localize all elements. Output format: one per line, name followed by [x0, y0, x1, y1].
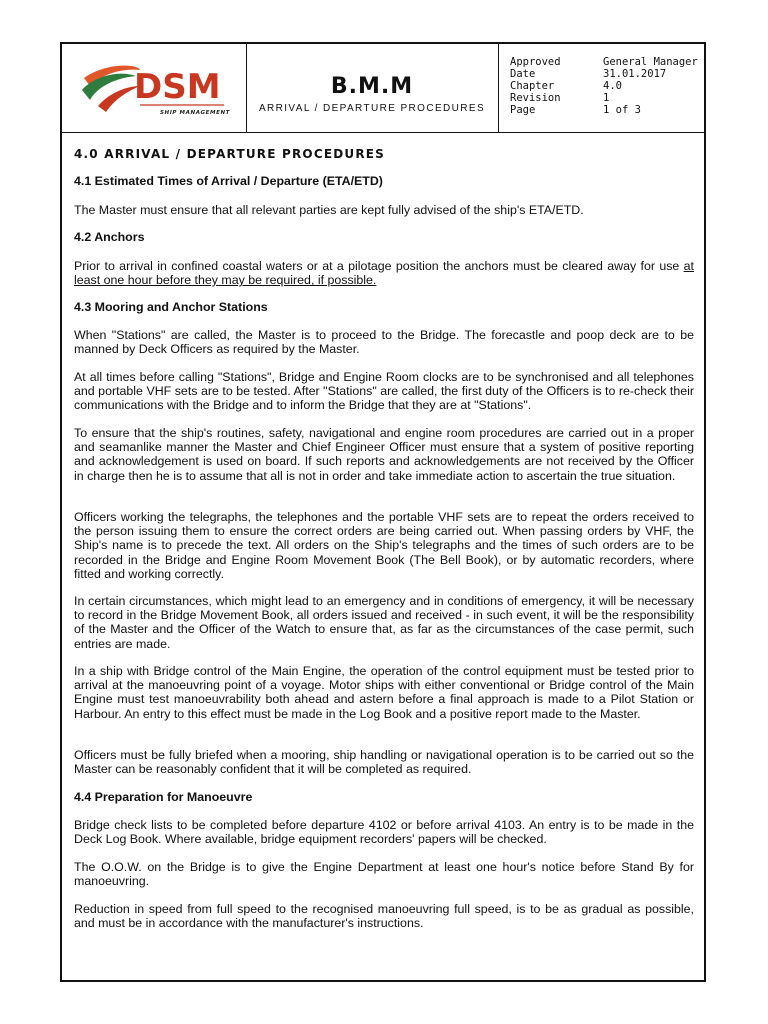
paragraph-4-3-7: Officers must be fully briefed when a mooring, ship handling or navigational operation is to be carried out so the Master can be reasonably confident that it will be completed as required.	[74, 748, 694, 777]
meta-row-chapter: Chapter 4.0	[510, 80, 622, 92]
meta-row-page: Page 1 of 3	[510, 104, 641, 116]
section-heading-4-3: 4.3 Mooring and Anchor Stations	[74, 300, 268, 314]
main-heading: 4.0 ARRIVAL / DEPARTURE PROCEDURES	[74, 147, 386, 161]
logo-text: DSM	[134, 67, 221, 107]
paragraph-4-4-1: Bridge check lists to be completed before departure 4102 or before arrival 4103. An entry is to be made in the Deck Log Book. Where available, bridge equipment recorders' papers will be checked.	[74, 818, 694, 847]
paragraph-4-3-2: At all times before calling "Stations", Bridge and Engine Room clocks are to be synchronised and all telephones and portable VHF sets are to be tested. After "Stations" are called, the first duty of the Officers is to re-check their communications with the Bridge and to inform the Bridge that they are at "Stations".	[74, 370, 694, 413]
section-heading-4-2: 4.2 Anchors	[74, 230, 145, 244]
section-heading-4-1: 4.1 Estimated Times of Arrival / Departure (ETA/ETD)	[74, 174, 383, 188]
meta-row-approved: Approved General Manager	[510, 56, 698, 68]
paragraph-4-3-3: To ensure that the ship's routines, safety, navigational and engine room procedures are carried out in a proper and seamanlike manner the Master and Chief Engineer Officer must ensure that a system of positive reporting and acknowledgement is used on board. If such reports and acknowledgements are not received by the Officer in charge then he is to assume that all is not in order and take immediate action to ascertain the true situation.	[74, 426, 694, 483]
paragraph-4-3-5: In certain circumstances, which might lead to an emergency and in conditions of emergency, it will be necessary to record in the Bridge Movement Book, all orders issued and received - in such event, it will be the responsibility of the Master and the Officer of the Watch to ensure that, as far as the circumstances of the case permit, such entries are made.	[74, 594, 694, 651]
document-title: B.M.M	[330, 74, 414, 99]
paragraph-4-3-6: In a ship with Bridge control of the Main Engine, the operation of the control equipment must be tested prior to arrival at the manoeuvring point of a voyage. Motor ships with either conventional or Bridge control of the Main Engine must test manoeuvrability both ahead and astern before a final approach is made to a Pilot Station or Harbour. An entry to this effect must be made in the Log Book and a positive report made to the Master.	[74, 664, 694, 721]
meta-row-date: Date 31.01.2017	[510, 68, 667, 80]
paragraph-4-3-4: Officers working the telegraphs, the telephones and the portable VHF sets are to repeat the orders received to the person issuing them to ensure the correct orders are being carried out. When passing orders by VHF, the Ship's name is to precede the text. All orders on the Ship's telegraphs and the times of such orders are to be recorded in the Bridge and Engine Room Movement Book (The Bell Book), or by automatic recorders, where fitted and working correctly.	[74, 510, 694, 581]
paragraph-4-4-3: Reduction in speed from full speed to the recognised manoeuvring full speed, is to be as gradual as possible, and must be in accordance with the manufacturer's instructions.	[74, 902, 694, 931]
document-subtitle: ARRIVAL / DEPARTURE PROCEDURES	[258, 103, 486, 114]
paragraph-4-1: The Master must ensure that all relevant parties are kept fully advised of the ship's ETA/ETD.	[74, 203, 584, 217]
logo-cell	[62, 44, 247, 132]
meta-row-revision: Revision 1	[510, 92, 610, 104]
paragraph-4-3-1: When "Stations" are called, the Master is to proceed to the Bridge. The forecastle and poop deck are to be manned by Deck Officers as required by the Master.	[74, 328, 694, 357]
document-page	[60, 42, 706, 982]
logo-subtext: SHIP MANAGEMENT	[160, 110, 231, 116]
meta-cell	[498, 44, 704, 132]
paragraph-4-2: Prior to arrival in confined coastal waters or at a pilotage position the anchors must be cleared away for use at least one hour before they may be required, if possible.	[74, 259, 694, 288]
underlined-requirement: at least one hour before they may be required, if possible.	[74, 259, 694, 288]
paragraph-4-4-2: The O.O.W. on the Bridge is to give the Engine Department at least one hour's notice before Stand By for manoeuvring.	[74, 860, 694, 889]
section-heading-4-4: 4.4 Preparation for Manoeuvre	[74, 790, 253, 804]
document-header	[62, 44, 704, 133]
dsm-logo	[76, 56, 236, 120]
title-cell	[246, 44, 499, 132]
